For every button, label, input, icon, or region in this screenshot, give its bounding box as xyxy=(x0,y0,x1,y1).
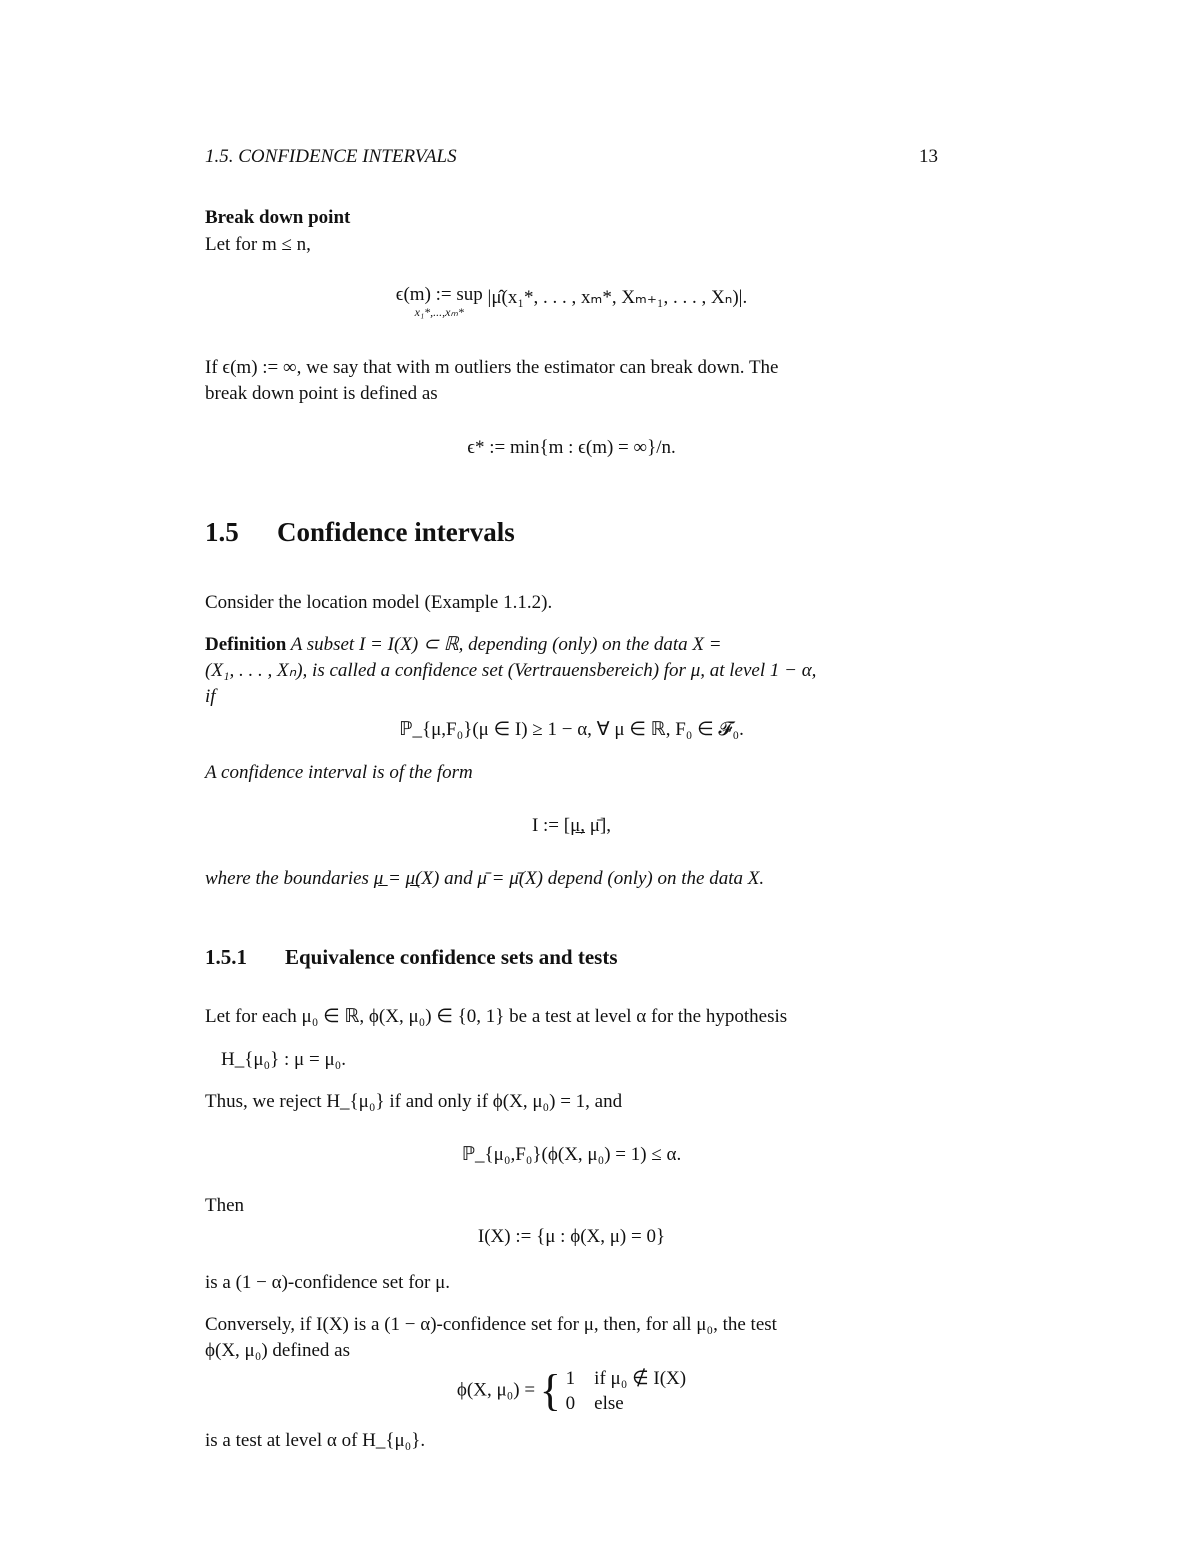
running-header xyxy=(205,146,938,168)
case-2-value: 0 xyxy=(565,1393,576,1414)
sup-operator xyxy=(396,285,483,319)
page-number: 13 xyxy=(919,146,938,167)
subsection-line1: Let for each μ₀ ∈ ℝ, ϕ(X, μ₀) ∈ {0, 1} be a test at level α for the hypothesis xyxy=(205,1006,788,1027)
final-line: is a test at level α of H_{μ₀}. xyxy=(205,1430,426,1451)
cases-block xyxy=(566,1366,686,1416)
level-formula: ℙ_{μ₀,F₀}(ϕ(X, μ₀) = 1) ≤ α. xyxy=(461,1144,682,1165)
confidence-line: is a (1 − α)-confidence set for μ. xyxy=(205,1272,451,1293)
subsection-number: 1.5.1 xyxy=(205,945,247,969)
ci-line: A confidence interval is of the form xyxy=(205,762,473,783)
definition-line2: (X₁, . . . , Xₙ), is called a confidence set (Vertrauensbereich) for μ, at level 1 − α, xyxy=(205,660,817,681)
section-heading xyxy=(205,517,938,548)
section-title: Confidence intervals xyxy=(277,517,515,547)
converse-line1: Conversely, if I(X) is a (1 − α)-confidence set for μ, then, for all μ₀, the test xyxy=(205,1314,777,1335)
subsection-line2: Thus, we reject H_{μ₀} if and only if ϕ(X, μ₀) = 1, and xyxy=(205,1091,623,1112)
then-line: Then xyxy=(205,1195,245,1216)
case-1-condition: if μ₀ ∉ I(X) xyxy=(594,1368,687,1389)
section-number: 1.5 xyxy=(205,517,239,547)
subsection-heading xyxy=(205,945,938,970)
test-lhs: ϕ(X, μ₀) = xyxy=(456,1379,536,1401)
definition-line1 xyxy=(205,632,938,658)
subsection-title: Equivalence confidence sets and tests xyxy=(285,945,618,969)
breakdown-formula2: ϵ* := min{m : ϵ(m) = ∞}/n. xyxy=(467,437,676,458)
set-formula: I(X) := {μ : ϕ(X, μ) = 0} xyxy=(477,1226,666,1247)
cases-brace: { xyxy=(539,1366,561,1415)
definition-line3: if xyxy=(205,686,216,707)
document-page xyxy=(205,0,938,1553)
breakdown-title: Break down point xyxy=(205,207,351,228)
ci-formula: I := [μ̲, μ̄], xyxy=(531,815,612,836)
case-1 xyxy=(566,1366,686,1391)
running-title: 1.5. CONFIDENCE INTERVALS xyxy=(205,146,457,167)
case-1-value: 1 xyxy=(565,1368,576,1389)
case-2 xyxy=(566,1391,686,1416)
section-intro: Consider the location model (Example 1.1.2). xyxy=(205,592,553,613)
breakdown-intro: Let for m ≤ n, xyxy=(205,234,311,255)
boundaries-line: where the boundaries μ̲ = μ̲(X) and μ̄ = μ̄(X) depend (only) on the data X. xyxy=(205,868,765,889)
hypothesis: H_{μ₀} : μ = μ₀. xyxy=(221,1049,347,1070)
sup-subscript: x₁*,...,xₘ* xyxy=(414,305,464,319)
definition-text-line1: A subset I = I(X) ⊂ ℝ, depending (only) on the data X = xyxy=(290,634,722,655)
sup-rhs: |μ̂(x₁*, . . . , xₘ*, Xₘ₊₁, . . . , Xₙ)|. xyxy=(487,287,748,308)
definition-label: Definition xyxy=(205,634,287,655)
breakdown-formula xyxy=(205,285,938,319)
breakdown-para-line1: If ϵ(m) := ∞, we say that with m outliers the estimator can break down. The xyxy=(205,357,779,378)
case-2-condition: else xyxy=(594,1393,624,1414)
definition-formula: ℙ_{μ,F₀}(μ ∈ I) ≥ 1 − α, ∀ μ ∈ ℝ, F₀ ∈ 𝓕₀. xyxy=(399,719,744,740)
breakdown-para-line2: break down point is defined as xyxy=(205,383,438,404)
test-definition-formula xyxy=(205,1366,938,1416)
sup-lhs: ϵ(m) := sup xyxy=(395,284,483,305)
converse-line2: ϕ(X, μ₀) defined as xyxy=(205,1340,350,1361)
